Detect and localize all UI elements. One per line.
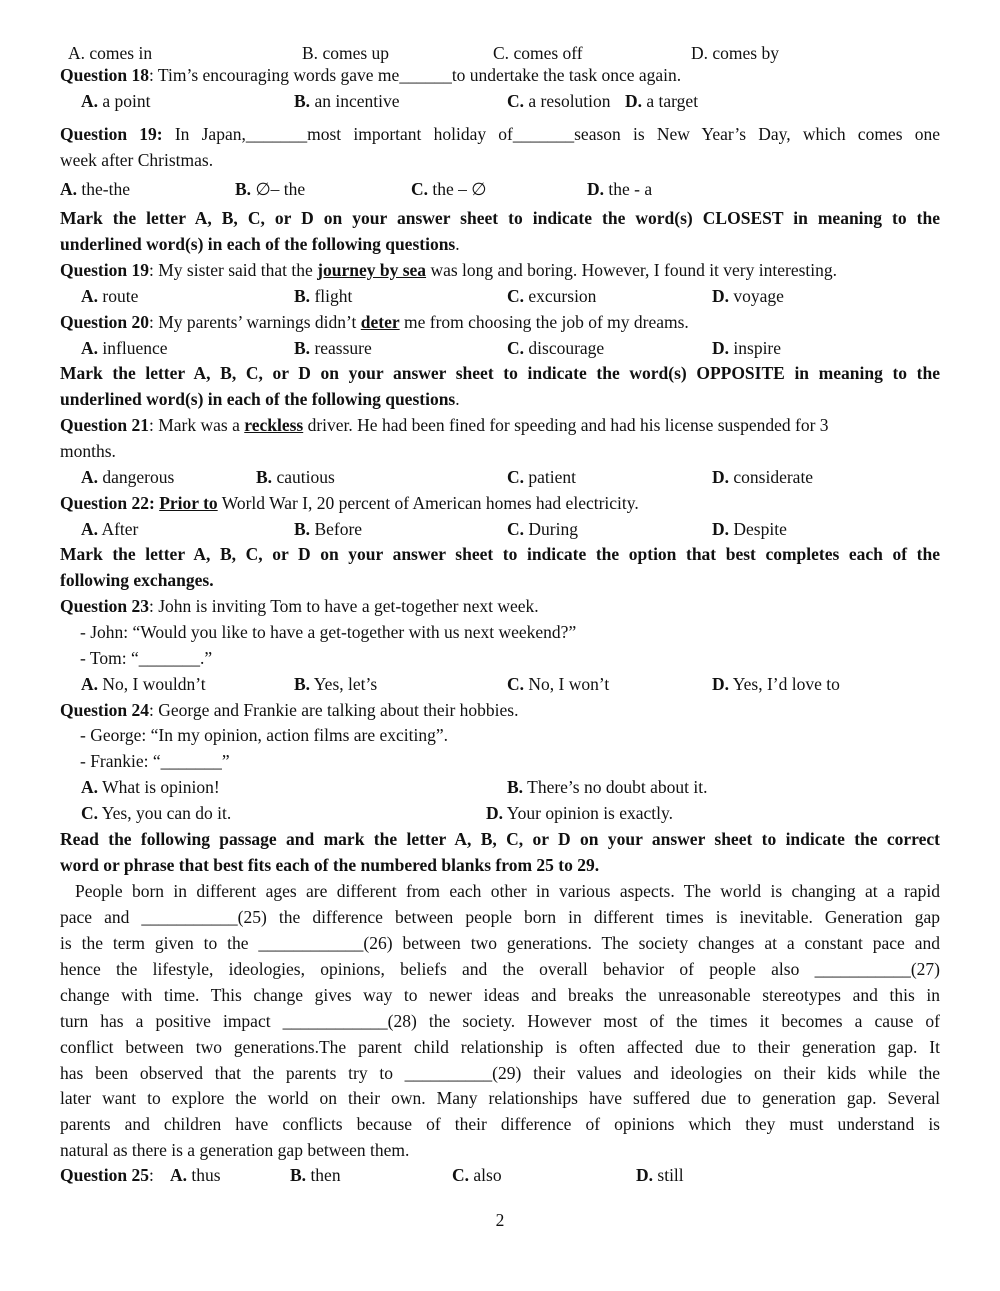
passage-line: turn has a positive impact ____________(28) the society. However most of the times it becomes a cause of [60,1011,940,1031]
instruction-passage-line2: word or phrase that best fits each of the numbered blanks from 25 to 29. [60,855,600,875]
q24-option-b[interactable]: B. There’s no doubt about it. [507,777,708,797]
passage-line: has been observed that the parents try to __________(29) their values and ideologies on their kids while the [60,1063,940,1083]
q20-option-d[interactable]: D. inspire [712,338,782,358]
q20-option-c[interactable]: C. discourage [507,338,605,358]
q25-option-a[interactable]: A. thus [170,1165,221,1185]
passage-line: People born in different ages are different from each other in various aspects. The world is changing at a rapid [75,881,940,901]
q24-option-c[interactable]: C. Yes, you can do it. [81,803,232,823]
q19a-option-d[interactable]: D. the - a [587,179,653,199]
q23-option-b[interactable]: B. Yes, let’s [294,674,378,694]
passage-line: conflict between two generations.The parent child relationship is often affected due to their generation gap. It [60,1037,940,1057]
q25-label: Question 25: [60,1165,154,1185]
passage-line: is the term given to the ____________(26) between two generations. The society changes at a constant pace and [60,933,940,953]
q18-option-d[interactable]: D. a target [625,91,699,111]
q23-option-c[interactable]: C. No, I won’t [507,674,610,694]
page-number: 2 [495,1210,505,1230]
q17-option-b[interactable]: B. comes up [302,43,390,63]
q20-stem: Question 20: My parents’ warnings didn’t deter me from choosing the job of my dreams. [60,312,689,332]
q24-dialogue-frankie: - Frankie: “_______” [80,751,230,771]
q24-option-d[interactable]: D. Your opinion is exactly. [486,803,673,823]
q19a-option-c[interactable]: C. the – ∅ [411,179,487,199]
q22-option-a[interactable]: A. After [81,519,139,539]
passage-line: later want to explore the world on their own. Many relationships have suffered due to generation gap. Several [60,1088,940,1108]
q23-option-a[interactable]: A. No, I wouldn’t [81,674,206,694]
q22-option-c[interactable]: C. During [507,519,578,539]
q20-option-a[interactable]: A. influence [81,338,168,358]
passage-line: natural as there is a generation gap between them. [60,1140,410,1160]
q24-option-a[interactable]: A. What is opinion! [81,777,220,797]
q19b-option-c[interactable]: C. excursion [507,286,597,306]
q19b-option-a[interactable]: A. route [81,286,139,306]
q24-dialogue-george: - George: “In my opinion, action films are exciting”. [80,725,449,745]
instruction-passage-line1: Read the following passage and mark the letter A, B, C, or D on your answer sheet to indicate the correct [60,829,940,849]
q19a-option-b[interactable]: B. ∅– the [235,179,306,199]
q22-option-b[interactable]: B. Before [294,519,363,539]
q17-option-a[interactable]: A. comes in [68,43,153,63]
q21-stem-line2: months. [60,441,116,461]
q18-option-b[interactable]: B. an incentive [294,91,400,111]
instruction-closest-line1: Mark the letter A, B, C, or D on your answer sheet to indicate the word(s) CLOSEST in meaning to the [60,208,940,228]
q23-dialogue-tom: - Tom: “_______.” [80,648,213,668]
instruction-exchanges-line1: Mark the letter A, B, C, or D on your answer sheet to indicate the option that best completes each of the [60,544,940,564]
q19b-option-d[interactable]: D. voyage [712,286,784,306]
q20-option-b[interactable]: B. reassure [294,338,372,358]
q23-dialogue-john: - John: “Would you like to have a get-together with us next weekend?” [80,622,577,642]
q19a-stem-line2: week after Christmas. [60,150,214,170]
q23-option-d[interactable]: D. Yes, I’d love to [712,674,840,694]
passage-line: hence the lifestyle, ideologies, opinions, beliefs and the overall behavior of people also ___________(27) [60,959,940,979]
q17-option-d[interactable]: D. comes by [691,43,779,63]
passage-line: pace and ___________(25) the difference between people born in different times is inevitable. Generation gap [60,907,940,927]
q21-option-c[interactable]: C. patient [507,467,577,487]
underlined-word: Prior to [159,493,218,513]
q21-option-d[interactable]: D. considerate [712,467,814,487]
underlined-word: journey by sea [317,260,427,280]
passage-line: change with time. This change gives way to newer ideas and breaks the unreasonable stereotypes and this in [60,985,940,1005]
q22-stem: Question 22: Prior to World War I, 20 percent of American homes had electricity. [60,493,639,513]
q23-stem: Question 23: John is inviting Tom to have a get-together next week. [60,596,539,616]
q21-option-b[interactable]: B. cautious [256,467,335,487]
q25-option-c[interactable]: C. also [452,1165,502,1185]
q17-option-c[interactable]: C. comes off [493,43,583,63]
q19a-option-a[interactable]: A. the-the [60,179,130,199]
q21-stem-line1: Question 21: Mark was a reckless driver. He had been fined for speeding and had his license suspended for 3 [60,415,829,435]
instruction-opposite-line1: Mark the letter A, B, C, or D on your answer sheet to indicate the word(s) OPPOSITE in meaning to the [60,363,940,383]
instruction-closest-line2: underlined word(s) in each of the following questions. [60,234,460,254]
q22-option-d[interactable]: D. Despite [712,519,787,539]
q19b-stem: Question 19: My sister said that the journey by sea was long and boring. However, I found it very interesting. [60,260,838,280]
q25-option-d[interactable]: D. still [636,1165,684,1185]
q19b-option-b[interactable]: B. flight [294,286,353,306]
q21-option-a[interactable]: A. dangerous [81,467,175,487]
instruction-opposite-line2: underlined word(s) in each of the following questions. [60,389,460,409]
passage-line: parents and children have conflicts because of their difference of opinions which they must understand is [60,1114,940,1134]
q18-option-a[interactable]: A. a point [81,91,151,111]
q18-stem: Question 18: Tim’s encouraging words gave me______to undertake the task once again. [60,65,682,85]
underlined-word: deter [360,312,400,332]
q25-option-b[interactable]: B. then [290,1165,341,1185]
q18-option-c[interactable]: C. a resolution [507,91,611,111]
q24-stem: Question 24: George and Frankie are talking about their hobbies. [60,700,519,720]
underlined-word: reckless [244,415,304,435]
instruction-exchanges-line2: following exchanges. [60,570,214,590]
q19a-stem-line1: Question 19: In Japan,_______most important holiday of_______season is New Year’s Day, which comes one [60,124,940,144]
